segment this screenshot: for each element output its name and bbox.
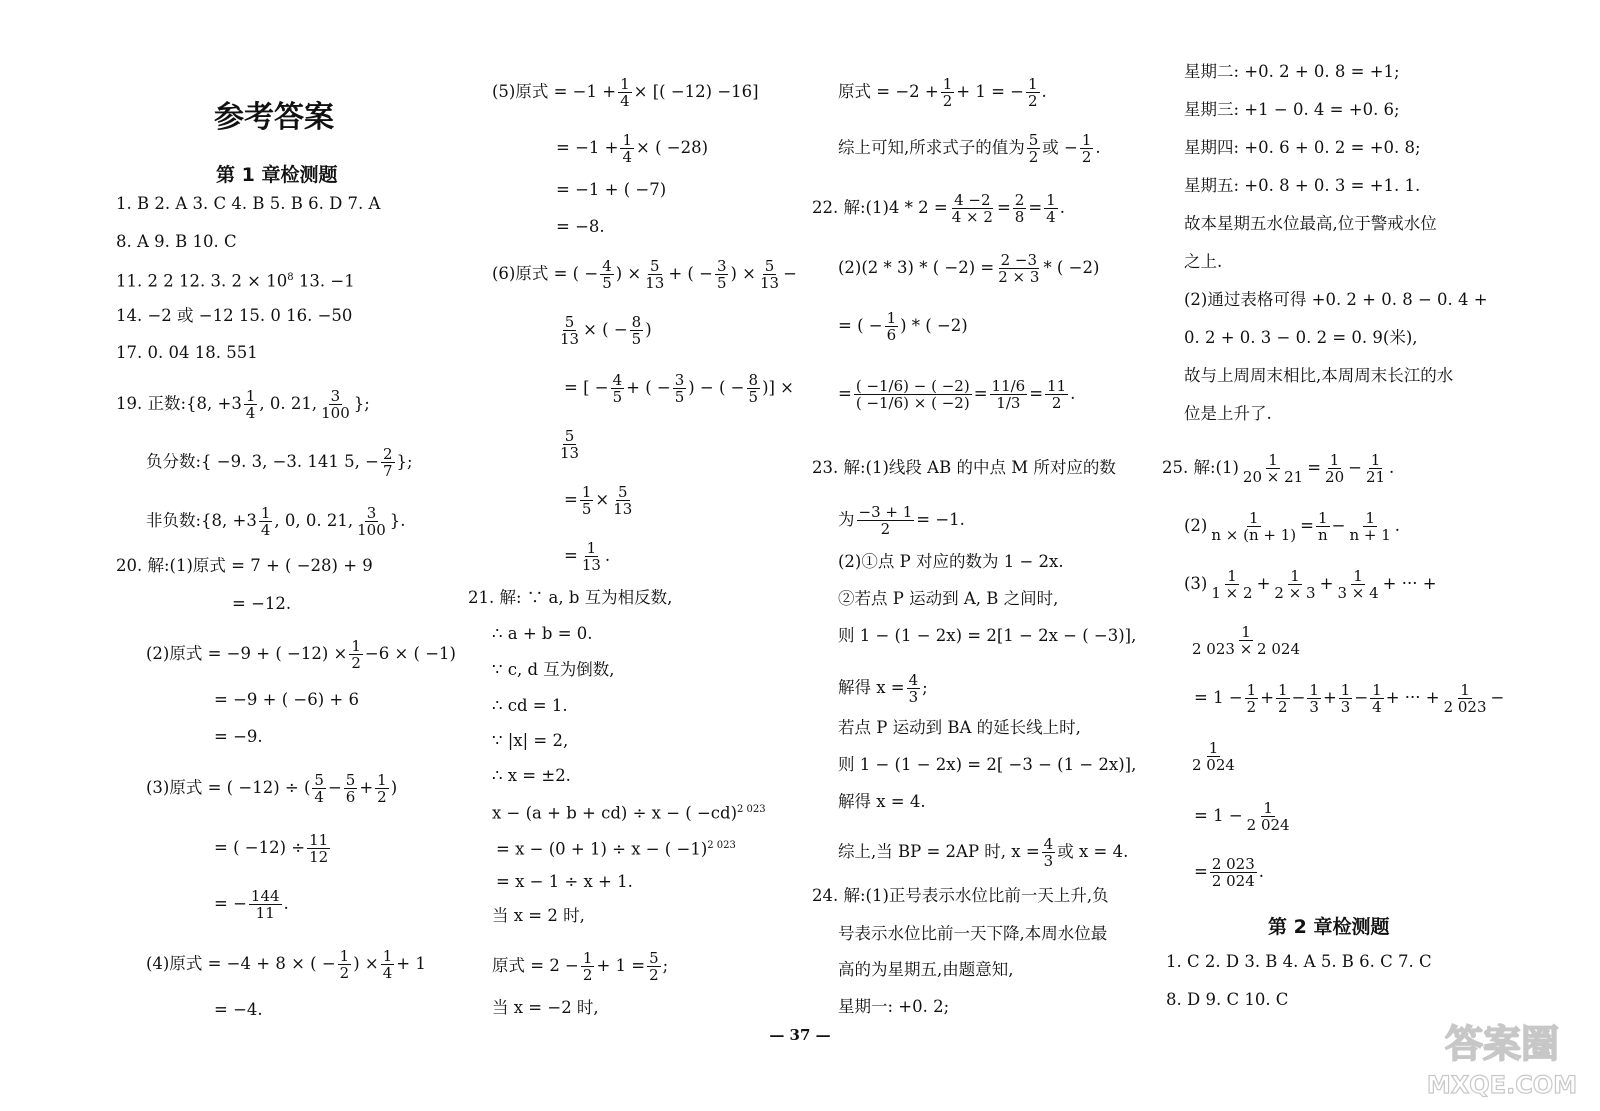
q24-line: 之上. — [1184, 252, 1223, 271]
q25-line: = 1 − $\frac{1}{2}$ + $\frac{1}{2}$ − $\frac{1}{3}$ + $\frac{1}{3}$ − $\frac{1}{4}$ + ··· + $\frac{1}{2 023}$ − — [1194, 681, 1505, 716]
q20-line: $\frac{5}{13}$ × ( − $\frac{8}{5}$ ) — [560, 313, 652, 348]
q21-line: 综上可知,所求式子的值为 $\frac{5}{2}$ 或 − $\frac{1}{2}$ . — [838, 131, 1101, 166]
answer-line: 1. C 2. D 3. B 4. A 5. B 6. C 7. C — [1166, 952, 1432, 971]
answer-line: 14. −2 或 −12 15. 0 16. −50 — [116, 306, 353, 325]
q23-line: ②若点 P 运动到 A, B 之间时, — [838, 589, 1059, 608]
chapter-2-title: 第 2 章检测题 — [1268, 916, 1390, 938]
q21-line: ∵ |x| = 2, — [492, 731, 569, 750]
chapter-1-title: 第 1 章检测题 — [216, 164, 338, 186]
q21-line: 原式 = −2 + $\frac{1}{2}$ + 1 = − $\frac{1}{2}$ . — [838, 75, 1047, 110]
q20-line: = −1 + ( −7) — [556, 180, 667, 199]
q25-line: = 1 − $\frac{1}{2 024}$ — [1194, 799, 1290, 834]
q24-line: 星期三: +1 − 0. 4 = +0. 6; — [1184, 100, 1400, 119]
q21-line: x − (a + b + cd) ÷ x − ( −cd)$^{2 023}$ — [492, 803, 766, 823]
q25-line: (2) $\frac{1}{n \times (n + 1)}$ = $\frac{1}{n}$ − $\frac{1}{n + 1}$ . — [1184, 509, 1401, 544]
q23-line: 则 1 − (1 − 2x) = 2[ −3 − (1 − 2x)], — [838, 755, 1137, 774]
q20-line: (2)原式 = −9 + ( −12) × $\frac{1}{2}$ −6 × ( −1) — [146, 637, 456, 672]
q24-line: 故本星期五水位最高,位于警戒水位 — [1184, 214, 1437, 233]
column-2 — [460, 0, 810, 1060]
q24-line: 0. 2 + 0. 3 − 0. 2 = 0. 9(米), — [1184, 328, 1418, 347]
watermark-logo — [1422, 1013, 1582, 1101]
column-1 — [0, 0, 460, 1060]
q20-line: = −9. — [214, 727, 263, 746]
q19-positive: 19. 正数:{8, +3 $\frac{1}{4}$ , 0. 21, $\frac{3}{100}$ }; — [116, 387, 370, 422]
q23-line: 则 1 − (1 − 2x) = 2[1 − 2x − ( −3)], — [838, 626, 1137, 645]
q20-line: (6)原式 = ( − $\frac{4}{5}$ ) × $\frac{5}{13}$ + ( − $\frac{3}{5}$ ) × $\frac{5}{13}$ − — [492, 257, 797, 292]
q25-line: $\frac{1}{2 023 \times 2 024}$ — [1192, 623, 1300, 658]
q20-line: = −9 + ( −6) + 6 — [214, 690, 359, 709]
q20-line: $\frac{5}{13}$ — [560, 427, 580, 462]
q23-line: 解得 x = 4. — [838, 792, 926, 811]
q23-line: 为 $\frac{-3 + 1}{2}$ = −1. — [838, 503, 965, 538]
watermark-line1: 答案圈 — [1444, 1022, 1560, 1066]
q21-line: 当 x = −2 时, — [492, 998, 599, 1017]
q22-line: 22. 解:(1)4 * 2 = $\frac{4 -2}{4 \times 2}$ = $\frac{2}{8}$ = $\frac{1}{4}$ . — [812, 191, 1065, 226]
q20-line: = ( −12) ÷ $\frac{11}{12}$ — [214, 831, 329, 866]
q21-line: ∴ cd = 1. — [492, 696, 568, 715]
page-title: 参考答案 — [214, 100, 334, 135]
q21-line: = x − 1 ÷ x + 1. — [496, 872, 633, 891]
q24-line: 故与上周周末相比,本周周末长江的水 — [1184, 366, 1454, 385]
q19-nonnegative: 非负数:{8, +3 $\frac{1}{4}$ , 0, 0. 21, $\frac{3}{100}$ }. — [146, 504, 406, 539]
q20-line: = $\frac{1}{5}$ × $\frac{5}{13}$ — [564, 483, 633, 518]
q20-line: = − $\frac{144}{11}$ . — [214, 887, 289, 922]
answer-line: 8. A 9. B 10. C — [116, 232, 237, 251]
q24-line: (2)通过表格可得 +0. 2 + 0. 8 − 0. 4 + — [1184, 290, 1488, 309]
q20-line: (3)原式 = ( −12) ÷ ( $\frac{5}{4}$ − $\frac{5}{6}$ + $\frac{1}{2}$ ) — [146, 771, 398, 806]
q23-line: 综上,当 BP = 2AP 时, x = $\frac{4}{3}$ 或 x = 4. — [838, 835, 1129, 870]
answer-line: 11. 2 2 12. 3. $2 \times 10^8$ 13. −1 — [116, 271, 355, 291]
page-number: — 37 — — [769, 1026, 831, 1044]
q25-line: $\frac{1}{2 024}$ — [1192, 739, 1235, 774]
q21-line: ∵ c, d 互为倒数, — [492, 660, 615, 679]
q25-line: 25. 解:(1) $\frac{1}{20 \times 21}$ = $\frac{1}{20}$ − $\frac{1}{21}$ . — [1162, 451, 1395, 486]
watermark-line2: MXQE.COM — [1426, 1071, 1578, 1099]
q23-line: 若点 P 运动到 BA 的延长线上时, — [838, 718, 1081, 737]
q19-negative-fraction: 负分数:{ −9. 3, −3. 141 5, − $\frac{2}{7}$ }; — [146, 445, 413, 480]
answer-line: 17. 0. 04 18. 551 — [116, 343, 258, 362]
q23-line: (2)①点 P 对应的数为 1 − 2x. — [838, 552, 1064, 571]
q21-line: 当 x = 2 时, — [492, 906, 585, 925]
answer-line: 1. B 2. A 3. C 4. B 5. B 6. D 7. A — [116, 194, 381, 213]
q21-line: = x − (0 + 1) ÷ x − ( −1)$^{2 023}$ — [496, 839, 736, 859]
q21-line: 21. 解: ∵ a, b 互为相反数, — [468, 588, 673, 607]
q22-line: (2)(2 * 3) * ( −2) = $\frac{2 -3}{2 \times 3}$ * ( −2) — [838, 251, 1100, 286]
q24-line: 星期一: +0. 2; — [838, 997, 950, 1016]
q21-line: ∴ x = ±2. — [492, 766, 571, 785]
q24-line: 星期四: +0. 6 + 0. 2 = +0. 8; — [1184, 138, 1421, 157]
q23-line: 23. 解:(1)线段 AB 的中点 M 所对应的数 — [812, 458, 1116, 477]
q24-line: 24. 解:(1)正号表示水位比前一天上升,负 — [812, 886, 1109, 905]
q24-line: 位是上升了. — [1184, 404, 1272, 423]
column-3 — [810, 0, 1160, 1060]
q20-line: (5)原式 = −1 + $\frac{1}{4}$ × [( −12) −16] — [492, 75, 759, 110]
q21-line: ∴ a + b = 0. — [492, 624, 593, 643]
answer-line: 8. D 9. C 10. C — [1166, 990, 1289, 1009]
q20-line: = [ − $\frac{4}{5}$ + ( − $\frac{3}{5}$ ) − ( − $\frac{8}{5}$ )] × — [564, 371, 795, 406]
q25-line: = $\frac{2 023}{2 024}$ . — [1194, 855, 1265, 890]
q24-line: 星期二: +0. 2 + 0. 8 = +1; — [1184, 62, 1400, 81]
column-4 — [1160, 0, 1600, 1060]
q20-line: = −12. — [232, 594, 292, 613]
q20-line: = −8. — [556, 217, 605, 236]
q20-line: (4)原式 = −4 + 8 × ( − $\frac{1}{2}$ ) × $\frac{1}{4}$ + 1 — [146, 947, 426, 982]
q21-line: 原式 = 2 − $\frac{1}{2}$ + 1 = $\frac{5}{2}$ ; — [492, 949, 669, 984]
q22-line: = $\frac{( -1/6) - ( -2)}{( -1/6) \times ( -2)}$ = $\frac{11/6}{1/3}$ = $\frac{11}{2}$ . — [838, 377, 1076, 412]
q20-line: 20. 解:(1)原式 = 7 + ( −28) + 9 — [116, 556, 373, 575]
q20-line: = −1 + $\frac{1}{4}$ × ( −28) — [556, 131, 709, 166]
q23-line: 解得 x = $\frac{4}{3}$ ; — [838, 671, 928, 706]
q24-line: 星期五: +0. 8 + 0. 3 = +1. 1. — [1184, 176, 1421, 195]
q24-line: 号表示水位比前一天下降,本周水位最 — [838, 924, 1108, 943]
q22-line: = ( − $\frac{1}{6}$ ) * ( −2) — [838, 309, 968, 344]
q20-line: = $\frac{1}{13}$ . — [564, 539, 611, 574]
q25-line: (3) $\frac{1}{1 \times 2}$ + $\frac{1}{2 \times 3}$ + $\frac{1}{3 \times 4}$ + ··· + — [1184, 567, 1437, 602]
q24-line: 高的为星期五,由题意知, — [838, 960, 1014, 979]
q20-line: = −4. — [214, 1000, 263, 1019]
